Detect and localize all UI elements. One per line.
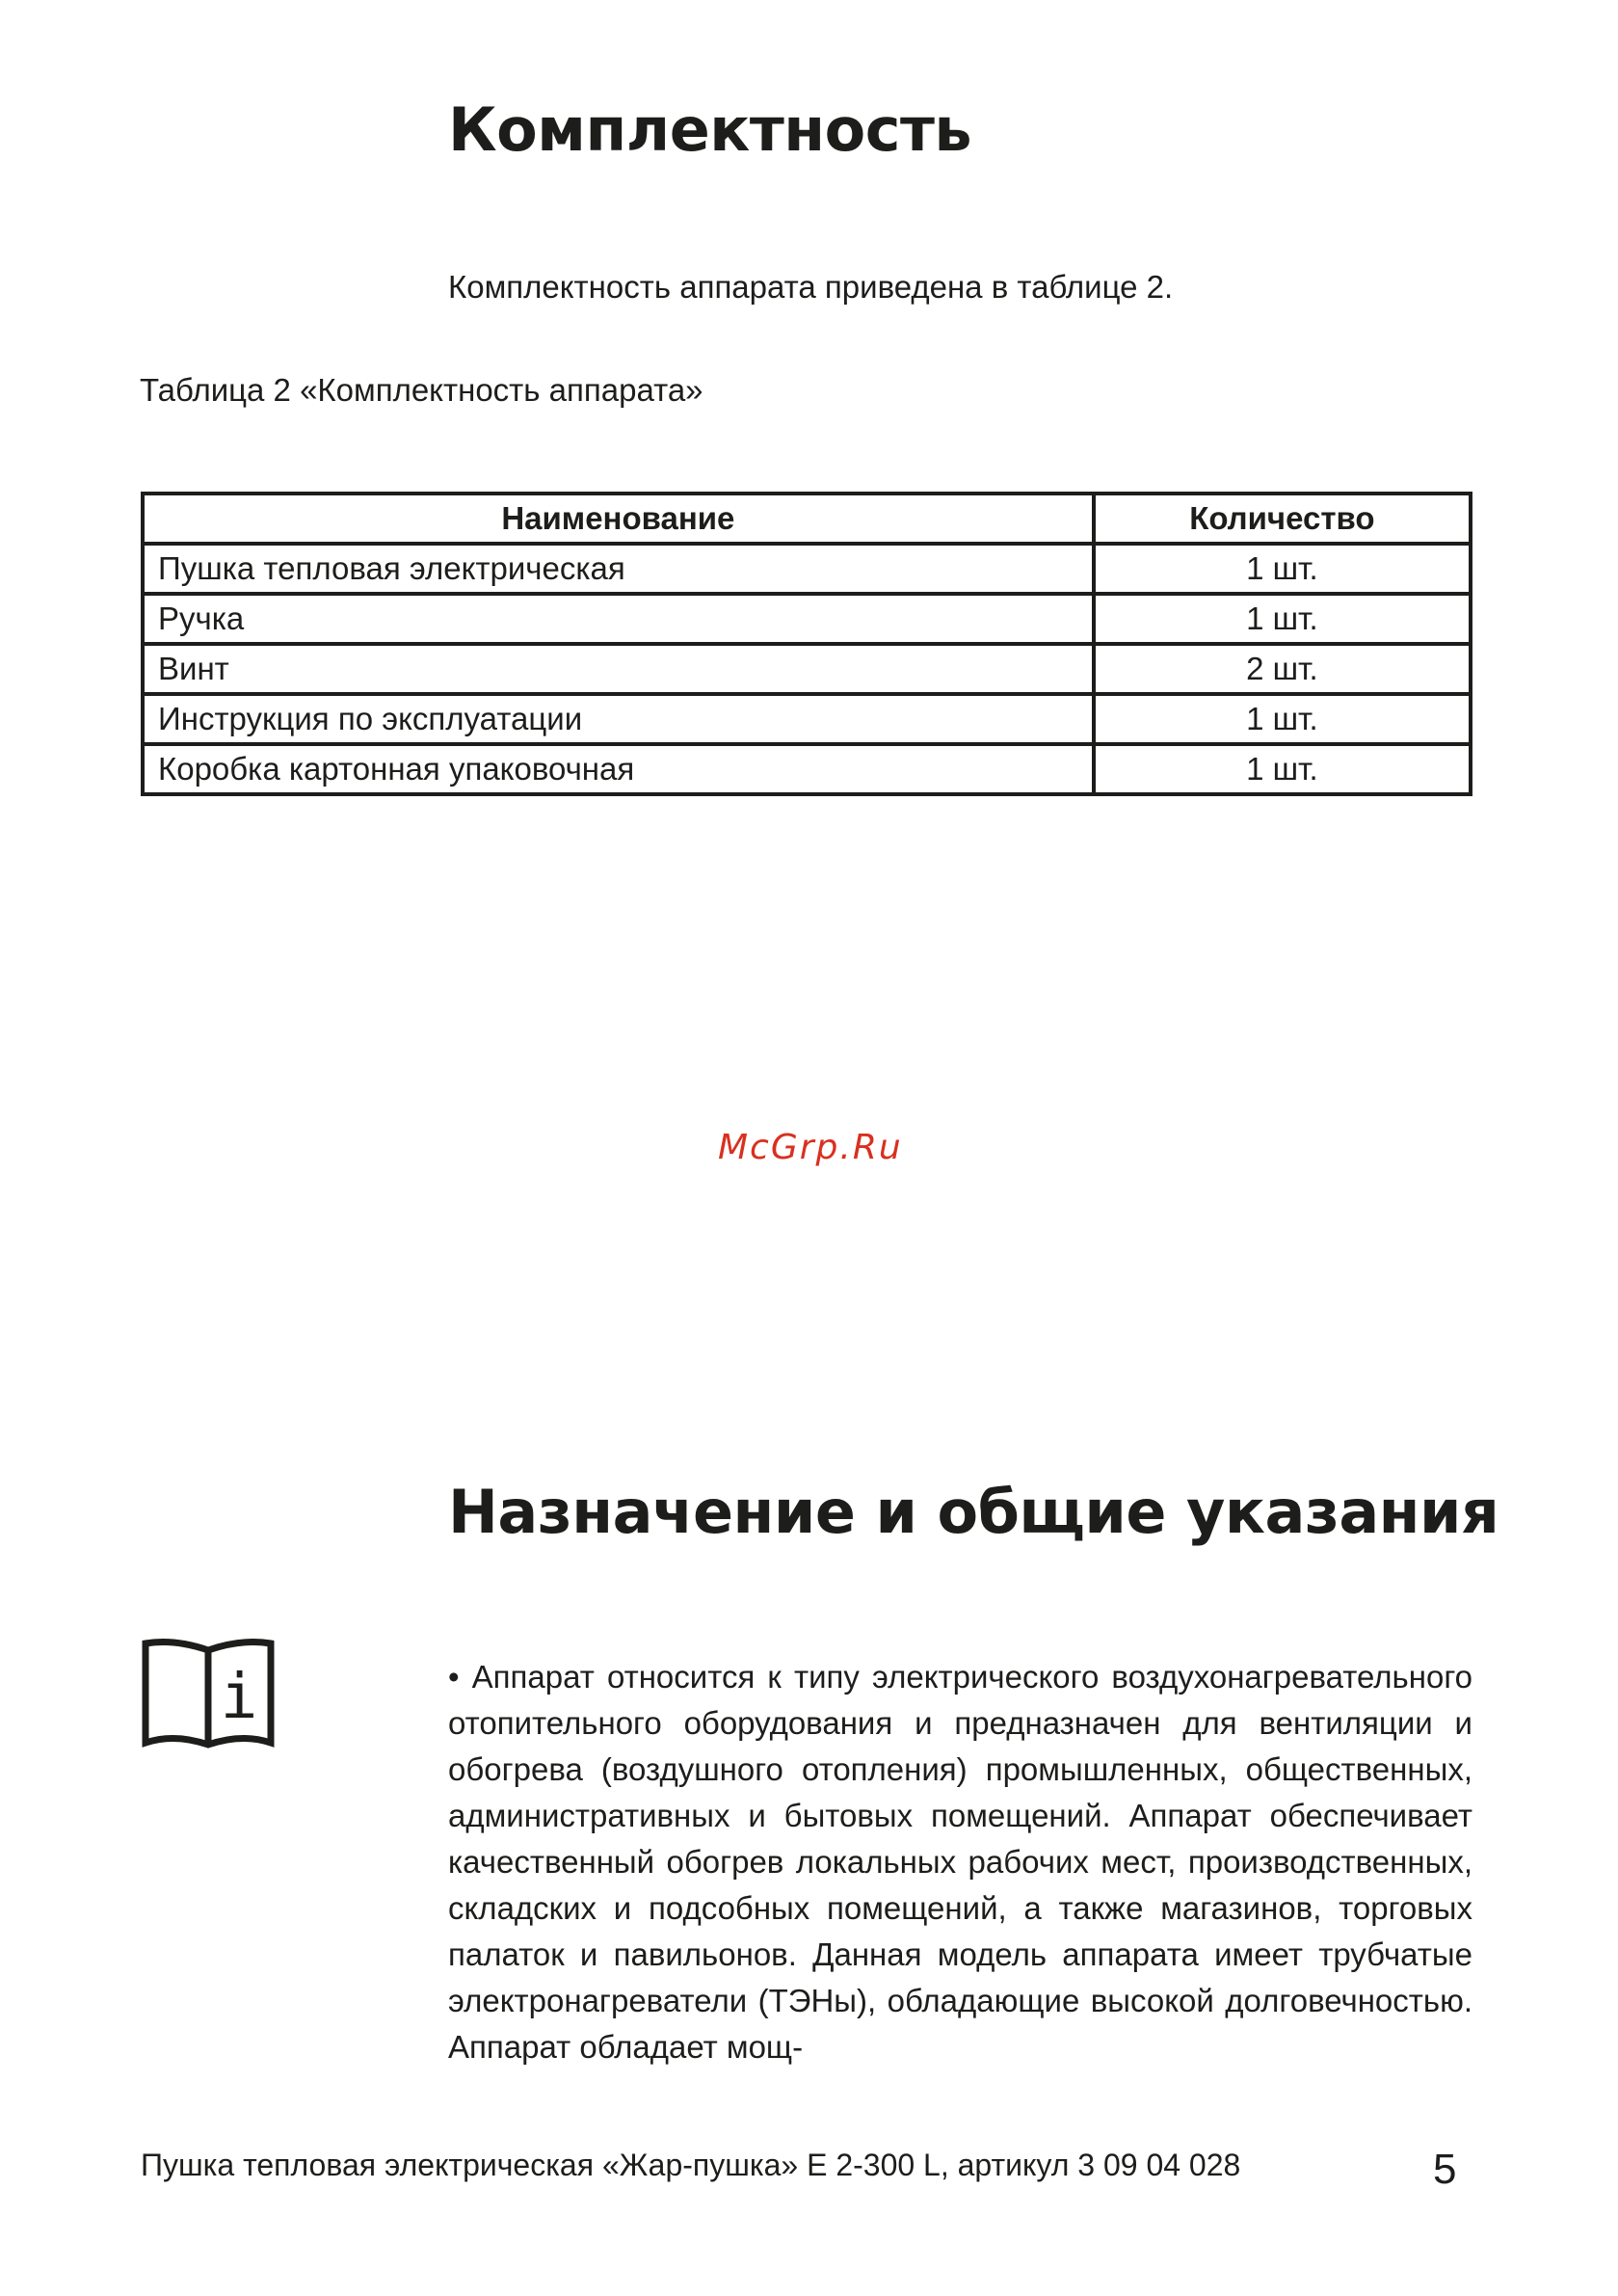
item-quantity: 1 шт. bbox=[1094, 594, 1471, 644]
table-row bbox=[143, 744, 1471, 794]
completeness-table bbox=[141, 492, 1472, 796]
book-info-icon bbox=[141, 1639, 276, 1754]
section-title-purpose: Назначение и общие указания bbox=[448, 1477, 1499, 1547]
intro-text: Комплектность аппарата приведена в таблице 2. bbox=[448, 269, 1174, 305]
table-row bbox=[143, 644, 1471, 694]
watermark-link[interactable]: McGrp.Ru bbox=[718, 1128, 903, 1167]
item-quantity: 1 шт. bbox=[1094, 544, 1471, 594]
item-name: Ручка bbox=[143, 594, 1094, 644]
item-quantity: 1 шт. bbox=[1094, 744, 1471, 794]
item-name: Винт bbox=[143, 644, 1094, 694]
footer-product-line: Пушка тепловая электрическая «Жар-пушка» Е 2-300 L, артикул 3 09 04 028 bbox=[141, 2148, 1241, 2182]
section-title-completeness: Комплектность bbox=[448, 94, 972, 165]
column-header-name: Наименование bbox=[143, 494, 1094, 544]
table-row bbox=[143, 594, 1471, 644]
item-quantity: 1 шт. bbox=[1094, 694, 1471, 744]
page-number: 5 bbox=[1433, 2146, 1457, 2193]
column-header-quantity: Количество bbox=[1094, 494, 1471, 544]
table-row bbox=[143, 544, 1471, 594]
item-quantity: 2 шт. bbox=[1094, 644, 1471, 694]
item-name: Пушка тепловая электрическая bbox=[143, 544, 1094, 594]
purpose-paragraph: • Аппарат относится к типу электрического воздухонагревательного отопительного оборудования и предназначен для вентиляции и обогрева (воздушного отопления) промышленных, общественных, административных и бытовых помещений. Аппарат обеспечивает качественный обогрев локальных рабочих мест, производственных, складских и подсобных помещений, а также магазинов, торговых палаток и павильонов. Данная модель аппарата имеет трубчатые электронагреватели (ТЭНы), обладающие высокой долговечностью. Аппарат обладает мощ- bbox=[448, 1659, 1472, 2065]
table-row bbox=[143, 694, 1471, 744]
item-name: Инструкция по эксплуатации bbox=[143, 694, 1094, 744]
table-caption: Таблица 2 «Комплектность аппарата» bbox=[140, 372, 703, 408]
table-header-row bbox=[143, 494, 1471, 544]
svg-text:i: i bbox=[220, 1662, 258, 1733]
item-name: Коробка картонная упаковочная bbox=[143, 744, 1094, 794]
